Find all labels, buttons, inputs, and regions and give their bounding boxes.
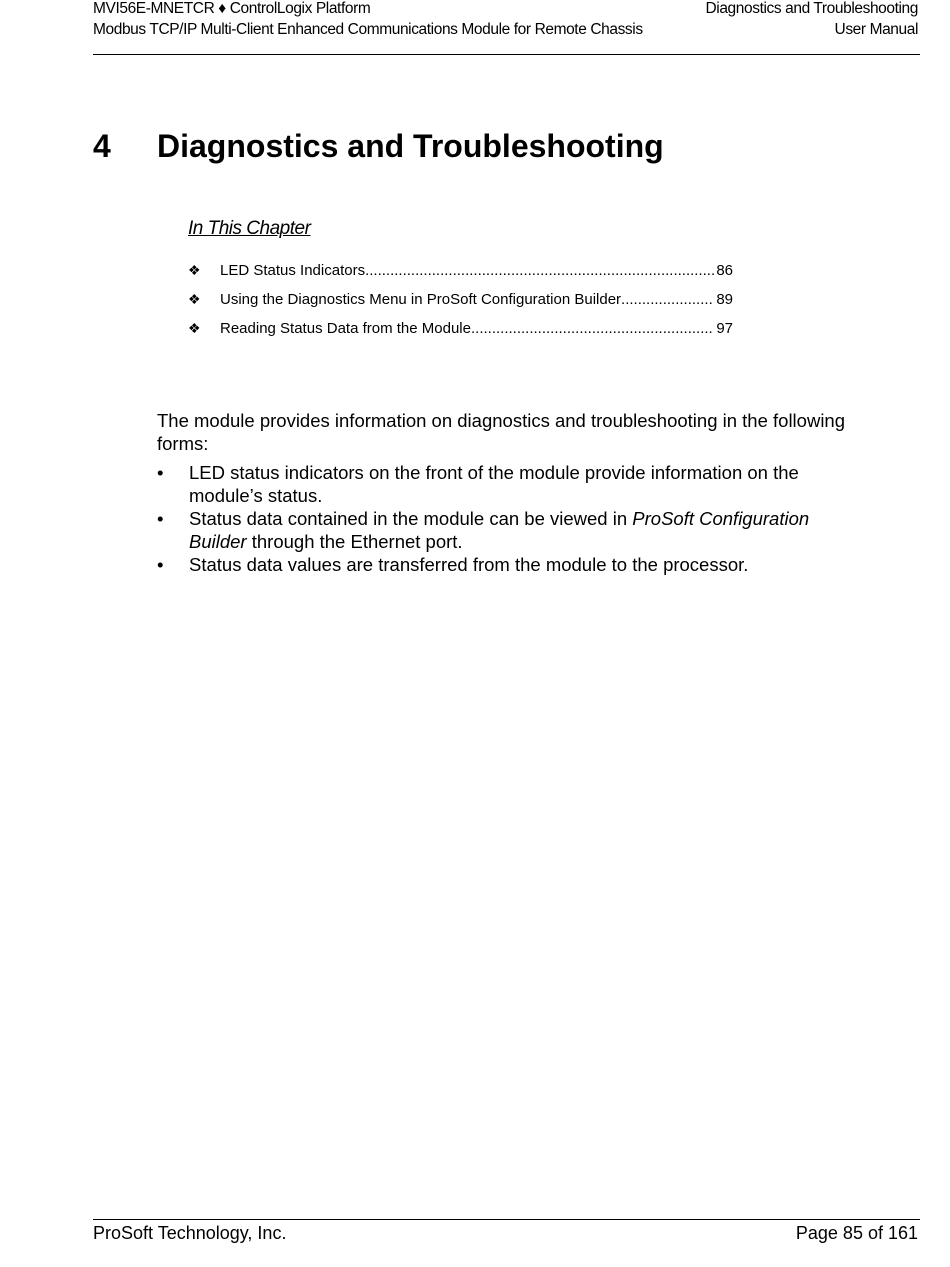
toc-leader-dots xyxy=(621,291,714,308)
list-item-text-tail: through the Ethernet port. xyxy=(246,530,463,552)
list-item xyxy=(157,508,857,553)
bullet-dot-icon: • xyxy=(157,462,164,483)
in-this-chapter-heading: In This Chapter xyxy=(188,218,311,239)
diamond-bullet-icon: ❖ xyxy=(188,291,201,307)
toc-leader-dots xyxy=(365,262,714,279)
chapter-title: Diagnostics and Troubleshooting xyxy=(157,128,664,164)
toc-leader-dots xyxy=(471,320,714,337)
toc-item-title[interactable]: LED Status Indicators xyxy=(220,262,366,279)
toc-item-title[interactable]: Reading Status Data from the Module xyxy=(220,320,471,337)
toc-item-page[interactable]: 86 xyxy=(716,262,733,279)
chapter-toc xyxy=(188,262,733,349)
header-section: Diagnostics and Troubleshooting xyxy=(705,0,918,17)
diagnostics-forms-list xyxy=(157,462,857,578)
header-product: MVI56E-MNETCR ♦ ControlLogix Platform xyxy=(93,0,371,17)
toc-item[interactable] xyxy=(188,262,733,291)
footer-page-number: Page 85 of 161 xyxy=(795,1223,918,1243)
page-header xyxy=(93,0,920,55)
header-row-2 xyxy=(93,21,918,39)
list-item-text: Status data contained in the module can be viewed in xyxy=(189,508,633,529)
toc-item-page[interactable]: 97 xyxy=(716,320,733,337)
list-item xyxy=(157,462,857,507)
chapter-heading xyxy=(93,128,664,165)
footer-company: ProSoft Technology, Inc. xyxy=(93,1223,287,1243)
pcb-product-name: ProSoft Configuration Builder xyxy=(189,508,810,552)
header-doc-type: User Manual xyxy=(834,21,918,38)
bullet-dot-icon: • xyxy=(157,508,164,529)
toc-item[interactable] xyxy=(188,320,733,349)
diamond-bullet-icon: ❖ xyxy=(188,320,201,336)
toc-item-title[interactable]: Using the Diagnostics Menu in ProSoft Configuration Builder xyxy=(220,291,622,308)
chapter-number: 4 xyxy=(93,128,111,164)
page-footer xyxy=(93,1219,920,1244)
list-item-text: Status data values are transferred from the module to the processor. xyxy=(189,554,749,575)
intro-paragraph: The module provides information on diagnostics and troubleshooting in the following forms: xyxy=(157,410,846,454)
bullet-dot-icon: • xyxy=(157,554,164,575)
toc-item-page[interactable]: 89 xyxy=(716,291,733,308)
list-item xyxy=(157,554,857,577)
header-row-1 xyxy=(93,0,918,18)
list-item-text: LED status indicators on the front of the module provide information on the module’s status. xyxy=(189,462,799,506)
toc-item[interactable] xyxy=(188,291,733,320)
header-module-description: Modbus TCP/IP Multi-Client Enhanced Communications Module for Remote Chassis xyxy=(93,21,643,38)
diamond-bullet-icon: ❖ xyxy=(188,262,201,278)
